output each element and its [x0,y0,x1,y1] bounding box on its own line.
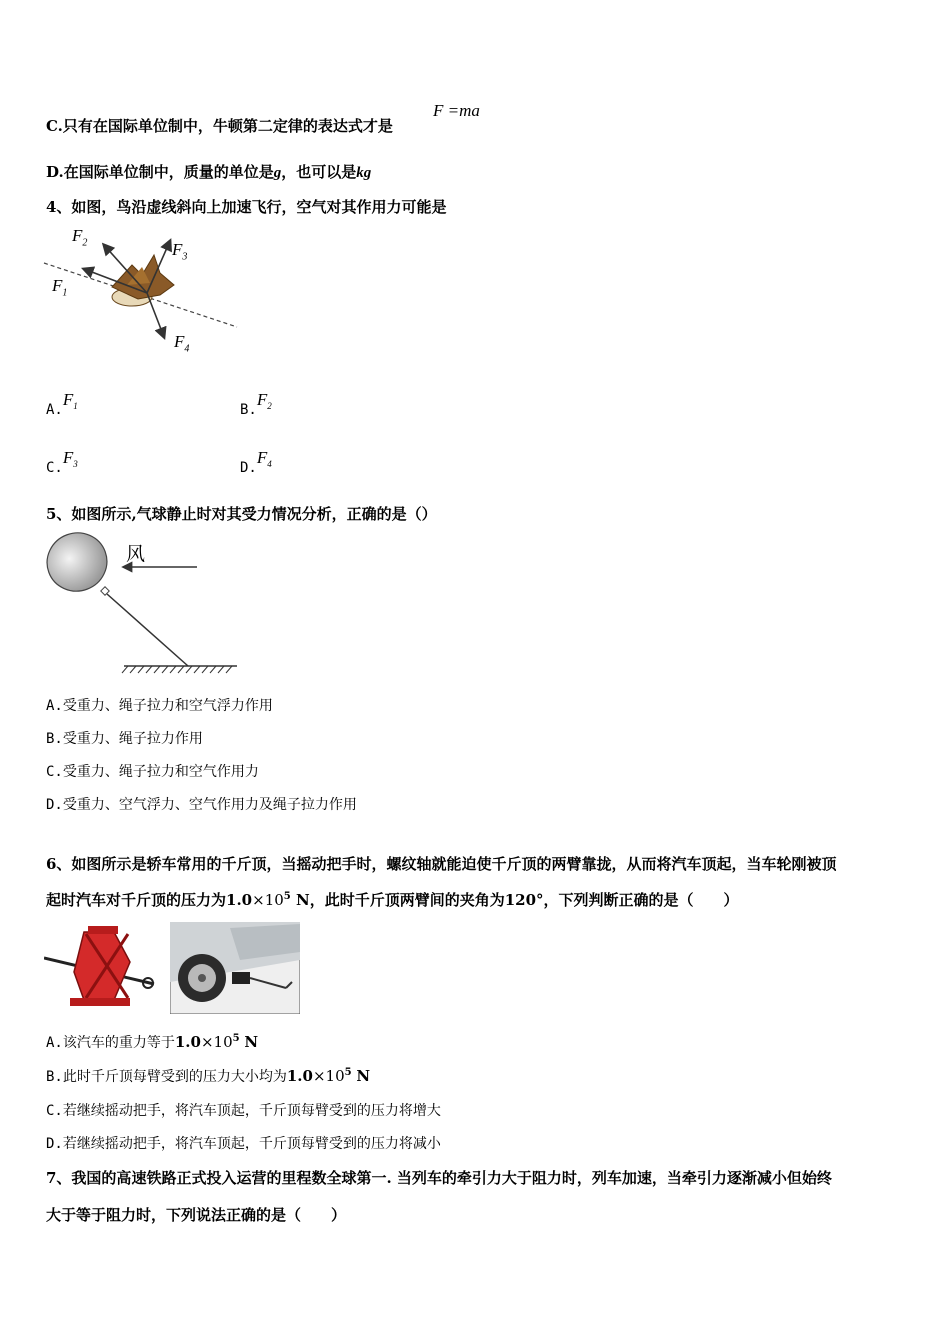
q5-option-c: C.受重力、绳子拉力和空气作用力 [46,764,259,780]
q5-option-b: B.受重力、绳子拉力作用 [46,731,203,747]
q3-option-d [46,161,371,182]
ground-hatching [122,666,232,673]
q3-option-d-text: D.在国际单位制中，质量的单位是 [46,163,274,181]
q4-option-d: $D.F_4$ [240,448,272,476]
arrow-f4 [147,293,164,337]
q4-option-c: $C.F_3$ [46,448,78,476]
q5-stem: 5、如图所示,气球静止时对其受力情况分析，正确的是（） [46,505,437,523]
q7-stem-line1: 7、我国的高速铁路正式投入运营的里程数全球第一. 当列车的牵引力大于阻力时，列车加速，当牵引力逐渐减小但始终 [46,1169,832,1187]
q6-option-a: A.该汽车的重力等于$1.0\times 10^5$ N [46,1033,259,1051]
q5-option-a: A.受重力、绳子拉力和空气浮力作用 [46,698,273,714]
q6-option-b: B.此时千斤顶每臂受到的压力大小均为$1.0\times 10^5$ N [46,1067,371,1085]
fig-label-f4: $F_4$ [174,332,190,355]
q6-stem-line1: 6、如图所示是轿车常用的千斤顶，当摇动把手时，螺纹轴就能迫使千斤顶的两臂靠拢，从而将汽车顶起，当车轮刚被顶 [46,855,837,873]
fig-label-f1: $F_1$ [52,276,68,299]
q3-formula: F =ma [433,101,480,120]
q3-unit-kg: kg [356,165,372,181]
q6-car-photo [170,922,300,1014]
q4-stem: 4、如图，鸟沿虚线斜向上加速飞行，空气对其作用力可能是 [46,198,447,216]
bird-icon [112,255,174,306]
q3-option-d-mid: ，也可以是 [281,163,357,181]
q4-option-a: $A.F_1$ [46,390,78,418]
q4-option-b: $B.F_2$ [240,390,272,418]
q6-jack-photo [44,922,156,1012]
wind-label: 风 [126,543,146,565]
rope-line [107,594,188,666]
q7-stem-line2: 大于等于阻力时，下列说法正确的是（ ） [46,1206,347,1224]
q3-option-c-text: C.只有在国际单位制中，牛顿第二定律的表达式才是 [46,117,393,135]
q6-option-c: C.若继续摇动把手，将汽车顶起，千斤顶每臂受到的压力将增大 [46,1103,441,1119]
q6-stem-line2: 起时汽车对千斤顶的压力为$1.0\times 10^5$ N，此时千斤顶两臂间的夹角为120°，下列判断正确的是（ ） [46,891,739,909]
q3-option-c [46,115,393,136]
q6-option-d: D.若继续摇动把手，将汽车顶起，千斤顶每臂受到的压力将减小 [46,1136,441,1152]
q5-option-d: D.受重力、空气浮力、空气作用力及绳子拉力作用 [46,797,357,813]
fig-label-f3: $F_3$ [172,240,188,263]
fig-label-f2: $F_2$ [72,226,88,249]
q3-unit-g: g [273,165,282,181]
